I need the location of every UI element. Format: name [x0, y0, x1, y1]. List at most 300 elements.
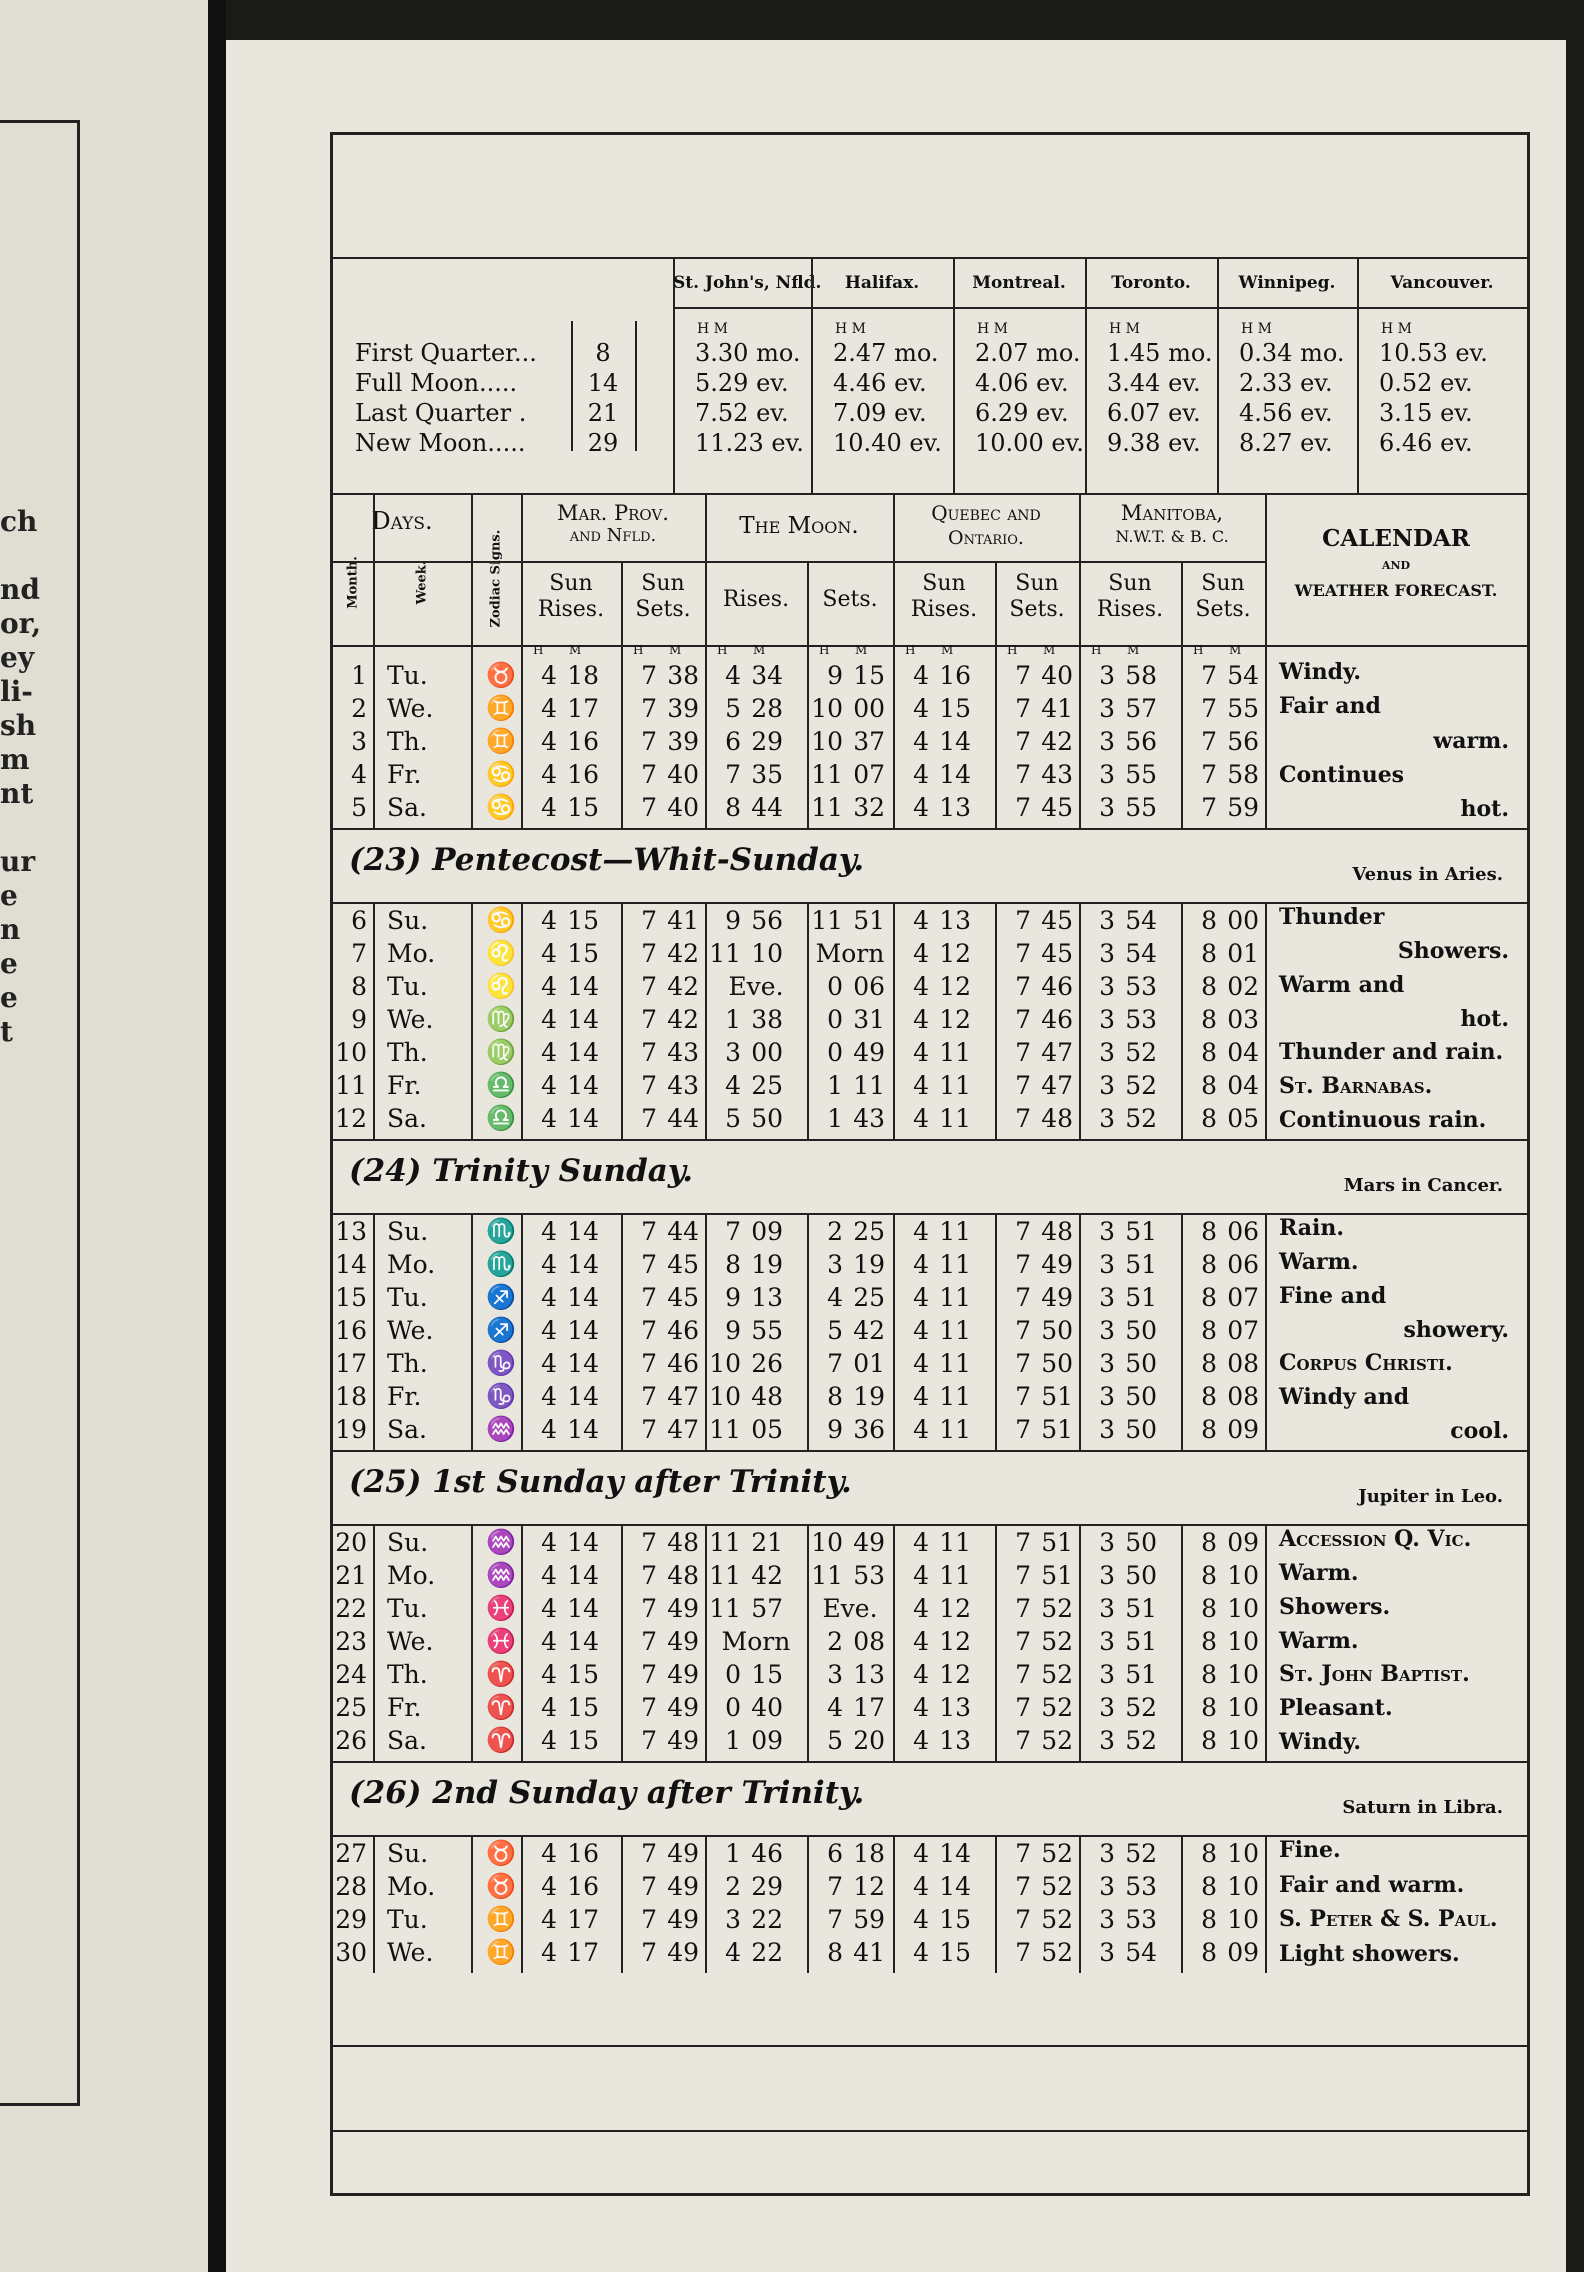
- calendar-day-row: [333, 1314, 1527, 1347]
- time-minute: 54: [1125, 906, 1157, 935]
- hm-label: H: [533, 643, 544, 657]
- time-hour: 3: [827, 1250, 843, 1279]
- time-hour: 3: [1099, 1349, 1115, 1378]
- rule: [471, 1524, 473, 1761]
- time-minute: 04: [1227, 1038, 1259, 1067]
- phase-time: 4.56 ev.: [1239, 399, 1333, 427]
- phase-name: Full Moon.....: [355, 369, 518, 397]
- forecast-line: Windy and: [1279, 1384, 1410, 1411]
- rule: [893, 902, 895, 1139]
- rule: [521, 902, 523, 1139]
- time-hour: 4: [913, 1005, 929, 1034]
- time-minute: 03: [1227, 1005, 1259, 1034]
- time-hour: 4: [913, 1349, 929, 1378]
- time-minute: 44: [667, 1104, 699, 1133]
- time-minute: 11: [939, 1415, 971, 1444]
- hm-label: H: [905, 643, 916, 657]
- time-minute: 38: [751, 1005, 783, 1034]
- time-hour: 8: [827, 1382, 843, 1411]
- time-hour: 3: [1099, 1726, 1115, 1755]
- rule: [807, 1835, 809, 1973]
- day-of-month: 1: [351, 661, 367, 690]
- day-of-month: 6: [351, 906, 367, 935]
- time-minute: 52: [1125, 1071, 1157, 1100]
- time-hour: 3: [1099, 1594, 1115, 1623]
- rule: [1265, 493, 1267, 645]
- time-minute: 42: [853, 1316, 885, 1345]
- time-hour: 4: [913, 1283, 929, 1312]
- time-minute: 25: [751, 1071, 783, 1100]
- sunday-heading: (26) 2nd Sunday after Trinity.: [349, 1775, 865, 1811]
- time-hour: 3: [725, 1038, 741, 1067]
- sun-sub-heading: Rises.: [1096, 597, 1164, 622]
- time-minute: 53: [1125, 1905, 1157, 1934]
- time-minute: 51: [1125, 1217, 1157, 1246]
- forecast-line: Rain.: [1279, 1214, 1345, 1241]
- time-hour: 4: [541, 694, 557, 723]
- time-minute: 50: [1125, 1316, 1157, 1345]
- forecast-line: Fair and: [1279, 693, 1381, 720]
- time-minute: 43: [667, 1038, 699, 1067]
- time-hour: 7: [1015, 1349, 1031, 1378]
- time-hour: 0: [725, 1660, 741, 1689]
- time-hour: 4: [913, 972, 929, 1001]
- time-hour: 7: [1015, 1561, 1031, 1590]
- time-hour: 4: [913, 694, 929, 723]
- time-minute: 14: [567, 1217, 599, 1246]
- phase-time: 6.29 ev.: [975, 399, 1069, 427]
- time-hour: 4: [725, 1938, 741, 1967]
- time-minute: 48: [1041, 1104, 1073, 1133]
- forecast-line: cool.: [1450, 1418, 1509, 1445]
- time-minute: 45: [667, 1250, 699, 1279]
- day-of-week: We.: [387, 1627, 434, 1656]
- time-minute: 57: [1125, 694, 1157, 723]
- time-minute: 59: [1227, 793, 1259, 822]
- time-minute: 10: [1227, 1726, 1259, 1755]
- time-hour: 3: [1099, 1250, 1115, 1279]
- time-hour: 4: [541, 1627, 557, 1656]
- zodiac-sign: ♋: [486, 793, 516, 821]
- zodiac-sign: ♑: [486, 1349, 516, 1377]
- rule: [893, 1213, 895, 1450]
- time-minute: 49: [667, 1872, 699, 1901]
- time-hour: 4: [913, 760, 929, 789]
- time-hour: 4: [541, 793, 557, 822]
- phase-time: 6.07 ev.: [1107, 399, 1201, 427]
- time-minute: 11: [939, 1038, 971, 1067]
- time-hour: 7: [1015, 1693, 1031, 1722]
- zodiac-sign: ♈: [486, 1660, 516, 1688]
- time-hour: 5: [827, 1316, 843, 1345]
- day-of-month: 30: [335, 1938, 367, 1967]
- forecast-line: Fair and warm.: [1279, 1871, 1465, 1898]
- time-minute: 56: [1227, 727, 1259, 756]
- phase-time: 5.29 ev.: [695, 369, 789, 397]
- rule: [373, 1524, 375, 1761]
- phase-city-heading: Halifax.: [844, 273, 920, 293]
- zodiac-sign: ♊: [486, 1938, 516, 1966]
- time-hour: 4: [725, 661, 741, 690]
- time-hour: 7: [641, 1316, 657, 1345]
- forecast-line: Warm.: [1279, 1559, 1359, 1586]
- time-hour: 7: [1015, 1660, 1031, 1689]
- day-of-month: 14: [335, 1250, 367, 1279]
- time-minute: 11: [939, 1217, 971, 1246]
- time-minute: 47: [667, 1415, 699, 1444]
- time-minute: 12: [939, 972, 971, 1001]
- sun-sub-heading: Sets.: [1009, 597, 1065, 622]
- time-minute: 14: [567, 1071, 599, 1100]
- time-hour: 4: [913, 1627, 929, 1656]
- forecast-line: Thunder: [1279, 903, 1385, 930]
- rule: [953, 257, 955, 493]
- rule: [373, 1835, 375, 1973]
- day-of-month: 15: [335, 1283, 367, 1312]
- day-of-week: Tu.: [387, 1283, 428, 1312]
- time-hour: 8: [827, 1938, 843, 1967]
- time-minute: 29: [751, 727, 783, 756]
- day-of-week: We.: [387, 1005, 434, 1034]
- time-minute: 16: [567, 1839, 599, 1868]
- left-page-fragment: e: [0, 879, 18, 912]
- phase-name: Last Quarter .: [355, 399, 527, 427]
- time-minute: 51: [1125, 1660, 1157, 1689]
- time-hour: 7: [641, 906, 657, 935]
- time-minute: 19: [853, 1382, 885, 1411]
- time-hour: 4: [541, 1839, 557, 1868]
- time-hour: 7: [641, 661, 657, 690]
- hm-label: H: [633, 643, 644, 657]
- time-hour: 7: [641, 1872, 657, 1901]
- rule: [807, 647, 809, 828]
- day-of-week: Mo.: [387, 939, 436, 968]
- time-hour: 5: [725, 694, 741, 723]
- phase-time: 10.40 ev.: [833, 429, 942, 457]
- rule: [471, 493, 473, 645]
- left-page-fragment: or,: [0, 607, 42, 640]
- rule: [1079, 902, 1081, 1139]
- time-minute: 40: [1041, 661, 1073, 690]
- time-hour: 5: [725, 1104, 741, 1133]
- zodiac-sign: ♋: [486, 760, 516, 788]
- rule: [893, 493, 895, 645]
- day-of-month: 23: [335, 1627, 367, 1656]
- day-of-month: 26: [335, 1726, 367, 1755]
- zodiac-sign: ♐: [486, 1283, 516, 1311]
- time-hour: 7: [1015, 1415, 1031, 1444]
- rule: [705, 1213, 707, 1450]
- hm-label: H: [1091, 643, 1102, 657]
- forecast-line: Warm.: [1279, 1627, 1359, 1654]
- hm-label: M: [1229, 643, 1242, 657]
- time-hour: 4: [913, 1594, 929, 1623]
- rule: [995, 1835, 997, 1973]
- time-minute: 49: [667, 1693, 699, 1722]
- time-minute: 49: [667, 1594, 699, 1623]
- rule: [1181, 1835, 1183, 1973]
- day-of-month: 11: [335, 1071, 367, 1100]
- time-hour: 4: [913, 1905, 929, 1934]
- day-of-week: Fr.: [387, 760, 422, 789]
- time-hour: 2: [827, 1217, 843, 1246]
- rule: [621, 1213, 623, 1450]
- day-of-week: Fr.: [387, 1693, 422, 1722]
- time-minute: 42: [667, 939, 699, 968]
- time-hour: 8: [1201, 1528, 1217, 1557]
- time-minute: 46: [1041, 1005, 1073, 1034]
- time-minute: 06: [853, 972, 885, 1001]
- time-hour: 8: [1201, 1104, 1217, 1133]
- time-minute: 52: [1041, 1726, 1073, 1755]
- left-page-fragment: t: [0, 1015, 13, 1048]
- time-hour: 7: [1015, 1594, 1031, 1623]
- time-minute: 42: [667, 1005, 699, 1034]
- phase-time: 3.30 mo.: [695, 339, 801, 367]
- time-hour: 4: [541, 939, 557, 968]
- time-hour: 8: [1201, 1071, 1217, 1100]
- rule: [1265, 902, 1267, 1139]
- time-hour: 8: [1201, 1726, 1217, 1755]
- time-hour: 1: [725, 1726, 741, 1755]
- zodiac-sign: ♎: [486, 1071, 516, 1099]
- phase-hm-label: H M: [977, 321, 1008, 337]
- rule: [1181, 1213, 1183, 1450]
- phase-city-heading: Vancouver.: [1390, 273, 1494, 293]
- rule: [1265, 1213, 1267, 1450]
- time-minute: 47: [667, 1382, 699, 1411]
- time-hour: 11: [709, 1528, 741, 1557]
- time-hour: 7: [1201, 793, 1217, 822]
- rule: [1079, 1213, 1081, 1450]
- forecast-line: Fine.: [1279, 1837, 1341, 1864]
- day-of-week: We.: [387, 694, 434, 723]
- sunday-heading: (25) 1st Sunday after Trinity.: [349, 1464, 852, 1500]
- time-minute: 52: [1041, 1693, 1073, 1722]
- left-page-fragment: ch: [0, 505, 38, 538]
- left-page-fragment: n: [0, 913, 21, 946]
- time-hour: 10: [811, 694, 843, 723]
- zodiac-sign: ♊: [486, 694, 516, 722]
- left-page-fragment: [0, 539, 41, 573]
- time-hour: 11: [709, 939, 741, 968]
- time-minute: 11: [853, 1071, 885, 1100]
- time-hour: 11: [811, 906, 843, 935]
- time-minute: 09: [751, 1726, 783, 1755]
- time-minute: 16: [567, 760, 599, 789]
- time-minute: 48: [1041, 1217, 1073, 1246]
- forecast-line: showery.: [1403, 1316, 1509, 1343]
- time-minute: 11: [939, 1528, 971, 1557]
- time-minute: 53: [1125, 972, 1157, 1001]
- day-of-month: 20: [335, 1528, 367, 1557]
- phase-time: 0.34 mo.: [1239, 339, 1345, 367]
- time-hour: 8: [1201, 1316, 1217, 1345]
- time-minute: 59: [853, 1905, 885, 1934]
- day-of-month: 3: [351, 727, 367, 756]
- time-hour: 4: [913, 793, 929, 822]
- time-hour: 3: [1099, 1872, 1115, 1901]
- time-hour: 4: [913, 1104, 929, 1133]
- time-minute: 43: [1041, 760, 1073, 789]
- time-hour: 4: [541, 1349, 557, 1378]
- time-minute: 14: [567, 972, 599, 1001]
- time-hour: 4: [541, 1938, 557, 1967]
- phase-time: 10.00 ev.: [975, 429, 1084, 457]
- time-hour: 8: [1201, 1561, 1217, 1590]
- time-hour: 4: [913, 939, 929, 968]
- rule: [373, 1213, 375, 1450]
- time-minute: 04: [1227, 1071, 1259, 1100]
- phase-day: 21: [587, 399, 619, 427]
- day-of-month: 4: [351, 760, 367, 789]
- time-hour: 11: [709, 1561, 741, 1590]
- time-minute: 55: [1227, 694, 1259, 723]
- time-minute: 54: [1227, 661, 1259, 690]
- time-minute: 36: [853, 1415, 885, 1444]
- zodiac-sign: ♉: [486, 1839, 516, 1867]
- time-minute: 14: [939, 760, 971, 789]
- hm-label: H: [819, 643, 830, 657]
- time-minute: 10: [1227, 1905, 1259, 1934]
- left-page-fragment: e: [0, 947, 18, 980]
- time-minute: 15: [939, 694, 971, 723]
- time-hour: 3: [1099, 1104, 1115, 1133]
- time-hour: 4: [913, 1561, 929, 1590]
- time-minute: 44: [751, 793, 783, 822]
- rule: [807, 1524, 809, 1761]
- time-hour: 4: [541, 661, 557, 690]
- time-minute: 01: [1227, 939, 1259, 968]
- calendar-day-row: [333, 1003, 1527, 1036]
- time-minute: 41: [667, 906, 699, 935]
- time-hour: 4: [913, 1415, 929, 1444]
- phase-day: 8: [595, 339, 611, 367]
- time-minute: 00: [751, 1038, 783, 1067]
- day-of-month: 21: [335, 1561, 367, 1590]
- time-hour: 7: [1015, 1283, 1031, 1312]
- time-hour: 8: [1201, 1938, 1217, 1967]
- time-minute: 11: [939, 1382, 971, 1411]
- left-page-fragment: sh: [0, 709, 37, 742]
- time-hour: 7: [641, 939, 657, 968]
- time-minute: 40: [751, 1693, 783, 1722]
- time-hour: 7: [641, 1382, 657, 1411]
- time-hour: 11: [709, 1415, 741, 1444]
- time-hour: 3: [1099, 1938, 1115, 1967]
- time-hour: 7: [641, 1528, 657, 1557]
- time-minute: 14: [567, 1349, 599, 1378]
- time-hour: 5: [827, 1726, 843, 1755]
- time-minute: 53: [853, 1561, 885, 1590]
- time-minute: 49: [667, 1938, 699, 1967]
- hm-label: M: [1127, 643, 1140, 657]
- rule: [621, 902, 623, 1139]
- time-hour: 8: [1201, 1872, 1217, 1901]
- time-hour: 7: [641, 1217, 657, 1246]
- hm-label: H: [1007, 643, 1018, 657]
- rule: [373, 902, 375, 1139]
- time-hour: 11: [811, 760, 843, 789]
- time-minute: 08: [1227, 1349, 1259, 1378]
- time-hour: 7: [1201, 661, 1217, 690]
- time-hour: 8: [1201, 972, 1217, 1001]
- rule: [521, 647, 523, 828]
- time-minute: 34: [751, 661, 783, 690]
- time-minute: 10: [1227, 1839, 1259, 1868]
- time-hour: 6: [827, 1839, 843, 1868]
- weather-forecast-heading: WEATHER FORECAST.: [1294, 581, 1498, 600]
- forecast-line: Continuous rain.: [1279, 1107, 1487, 1134]
- phase-hm-label: H M: [1381, 321, 1412, 337]
- rule: [621, 561, 623, 645]
- time-minute: 14: [567, 1250, 599, 1279]
- rule: [1357, 257, 1359, 493]
- time-hour: 7: [641, 1104, 657, 1133]
- time-hour: 4: [541, 1104, 557, 1133]
- time-minute: 51: [1125, 1594, 1157, 1623]
- time-hour: 7: [1015, 1627, 1031, 1656]
- time-minute: 50: [1125, 1528, 1157, 1557]
- time-hour: 3: [1099, 1905, 1115, 1934]
- time-hour: 4: [541, 1382, 557, 1411]
- mar-prov-heading-2: and Nfld.: [569, 525, 657, 546]
- phase-time: 4.46 ev.: [833, 369, 927, 397]
- time-minute: 05: [1227, 1104, 1259, 1133]
- calendar-day-row: [333, 1837, 1527, 1870]
- time-minute: 13: [939, 1726, 971, 1755]
- time-hour: 7: [725, 760, 741, 789]
- rule: [521, 1835, 523, 1973]
- time-minute: 45: [1041, 793, 1073, 822]
- hm-label: H: [717, 643, 728, 657]
- rule: [807, 1213, 809, 1450]
- time-minute: 53: [1125, 1005, 1157, 1034]
- rule: [373, 493, 375, 645]
- time-hour: 4: [827, 1283, 843, 1312]
- time-minute: 54: [1125, 1938, 1157, 1967]
- book-spine: [208, 0, 226, 2272]
- time-hour: 7: [641, 694, 657, 723]
- zodiac-sign: ♊: [486, 1905, 516, 1933]
- hm-label: M: [855, 643, 868, 657]
- time-hour: 4: [541, 1528, 557, 1557]
- rule: [995, 1213, 997, 1450]
- time-hour: 8: [1201, 1660, 1217, 1689]
- time-minute: 48: [667, 1528, 699, 1557]
- time-minute: 10: [751, 939, 783, 968]
- rule: [893, 1524, 895, 1761]
- zodiac-sign: ♈: [486, 1693, 516, 1721]
- day-of-week: Th.: [387, 727, 428, 756]
- day-of-month: 7: [351, 939, 367, 968]
- time-minute: 55: [1125, 793, 1157, 822]
- day-of-month: 27: [335, 1839, 367, 1868]
- time-minute: 51: [1125, 1627, 1157, 1656]
- day-of-month: 19: [335, 1415, 367, 1444]
- time-minute: 15: [567, 1726, 599, 1755]
- time-minute: 54: [1125, 939, 1157, 968]
- time-hour: 7: [641, 1415, 657, 1444]
- left-page-fragment: ey: [0, 641, 35, 674]
- time-minute: 50: [1125, 1561, 1157, 1590]
- planet-note: Saturn in Libra.: [1342, 1797, 1503, 1818]
- time-hour: 4: [541, 760, 557, 789]
- almanac-page: [226, 40, 1566, 2272]
- rule: [1079, 1835, 1081, 1973]
- time-hour: 1: [827, 1104, 843, 1133]
- zodiac-sign: ♓: [486, 1627, 516, 1655]
